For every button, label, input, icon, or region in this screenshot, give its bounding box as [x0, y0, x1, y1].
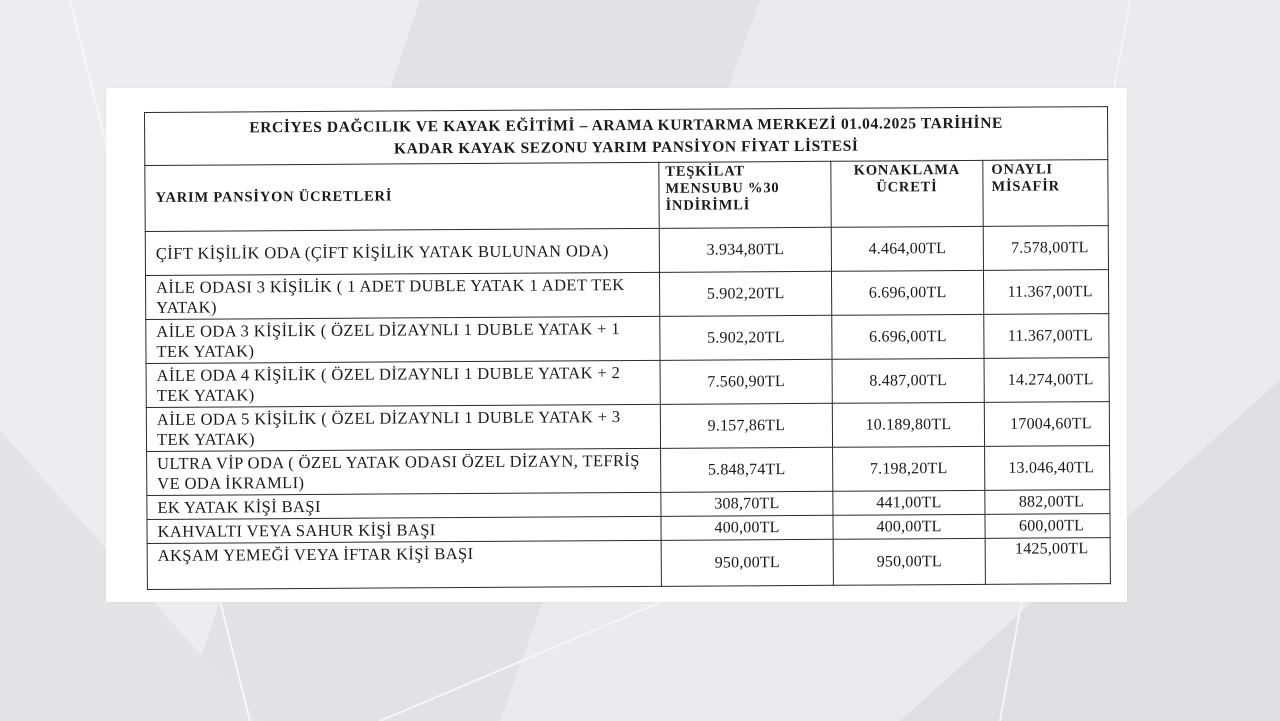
row-approved-guest: 600,00TL: [985, 514, 1110, 539]
row-item: AİLE ODA 5 KİŞİLİK ( ÖZEL DİZAYNLI 1 DUBLE YATAK + 3 TEK YATAK): [146, 404, 660, 451]
row-accommodation: 400,00TL: [833, 514, 985, 539]
row-accommodation: 6.696,00TL: [831, 270, 983, 315]
header-row: [145, 160, 1108, 232]
row-accommodation: 4.464,00TL: [831, 226, 983, 271]
row-item: AİLE ODA 4 KİŞİLİK ( ÖZEL DİZAYNLI 1 DUBLE YATAK + 2 TEK YATAK): [146, 360, 660, 407]
row-item: AİLE ODA 3 KİŞİLİK ( ÖZEL DİZAYNLI 1 DUBLE YATAK + 1 TEK YATAK): [146, 316, 660, 363]
row-discounted: 3.934,80TL: [659, 227, 831, 272]
row-approved-guest: 1425,00TL: [985, 538, 1110, 585]
row-approved-guest: 11.367,00TL: [984, 314, 1109, 359]
row-accommodation: 950,00TL: [833, 538, 985, 585]
table-row: [145, 270, 1108, 320]
row-discounted: 950,00TL: [661, 539, 833, 586]
row-discounted: 7.560,90TL: [660, 359, 832, 404]
row-discounted: 308,70TL: [661, 491, 833, 516]
row-item: EK YATAK KİŞİ BAŞI: [147, 492, 661, 519]
table-row: [147, 446, 1110, 496]
row-item: AKŞAM YEMEĞİ VEYA İFTAR KİŞİ BAŞI: [147, 540, 661, 589]
title-line-1: ERCİYES DAĞCILIK VE KAYAK EĞİTİMİ – ARAMA KURTARMA MERKEZİ 01.04.2025 TARİHİNE: [249, 114, 1003, 137]
row-item: AİLE ODASI 3 KİŞİLİK ( 1 ADET DUBLE YATAK 1 ADET TEK YATAK): [145, 272, 659, 319]
table-row: [146, 314, 1109, 364]
row-discounted: 5.848,74TL: [661, 447, 833, 492]
row-item: ÇİFT KİŞİLİK ODA (ÇİFT KİŞİLİK YATAK BULUNAN ODA): [145, 228, 659, 275]
table-row: [147, 538, 1110, 590]
row-approved-guest: 882,00TL: [985, 490, 1110, 515]
title-line-2: KADAR KAYAK SEZONU YARIM PANSİYON FİYAT LİSTESİ: [393, 137, 859, 158]
row-discounted: 400,00TL: [661, 515, 833, 540]
row-approved-guest: 11.367,00TL: [983, 270, 1108, 315]
header-accommodation: KONAKLAMA ÜCRETİ: [831, 160, 983, 227]
row-approved-guest: 13.046,40TL: [985, 446, 1110, 491]
header-approved-guest: ONAYLI MİSAFİR: [983, 160, 1108, 227]
row-approved-guest: 17004,60TL: [984, 402, 1109, 447]
document-paper: [106, 88, 1127, 602]
row-approved-guest: 14.274,00TL: [984, 358, 1109, 403]
row-item: KAHVALTI VEYA SAHUR KİŞİ BAŞI: [147, 516, 661, 543]
row-discounted: 5.902,20TL: [660, 315, 832, 360]
row-discounted: 5.902,20TL: [659, 271, 831, 316]
table-row: [146, 358, 1109, 408]
row-item: ULTRA VİP ODA ( ÖZEL YATAK ODASI ÖZEL DİZAYN, TEFRİŞ VE ODA İKRAMLI): [147, 448, 661, 495]
row-discounted: 9.157,86TL: [660, 403, 832, 448]
header-item: YARIM PANSİYON ÜCRETLERİ: [145, 162, 659, 231]
table-row: [146, 402, 1109, 452]
title-row: [145, 107, 1108, 166]
row-accommodation: 6.696,00TL: [832, 314, 984, 359]
document-title: [145, 107, 1108, 166]
header-discounted: TEŞKİLAT MENSUBU %30 İNDİRİMLİ: [659, 161, 831, 228]
price-list-table: [144, 106, 1111, 590]
table-row: [145, 226, 1108, 276]
row-approved-guest: 7.578,00TL: [983, 226, 1108, 271]
row-accommodation: 441,00TL: [833, 490, 985, 515]
row-accommodation: 7.198,20TL: [833, 446, 985, 491]
row-accommodation: 8.487,00TL: [832, 358, 984, 403]
row-accommodation: 10.189,80TL: [832, 402, 984, 447]
